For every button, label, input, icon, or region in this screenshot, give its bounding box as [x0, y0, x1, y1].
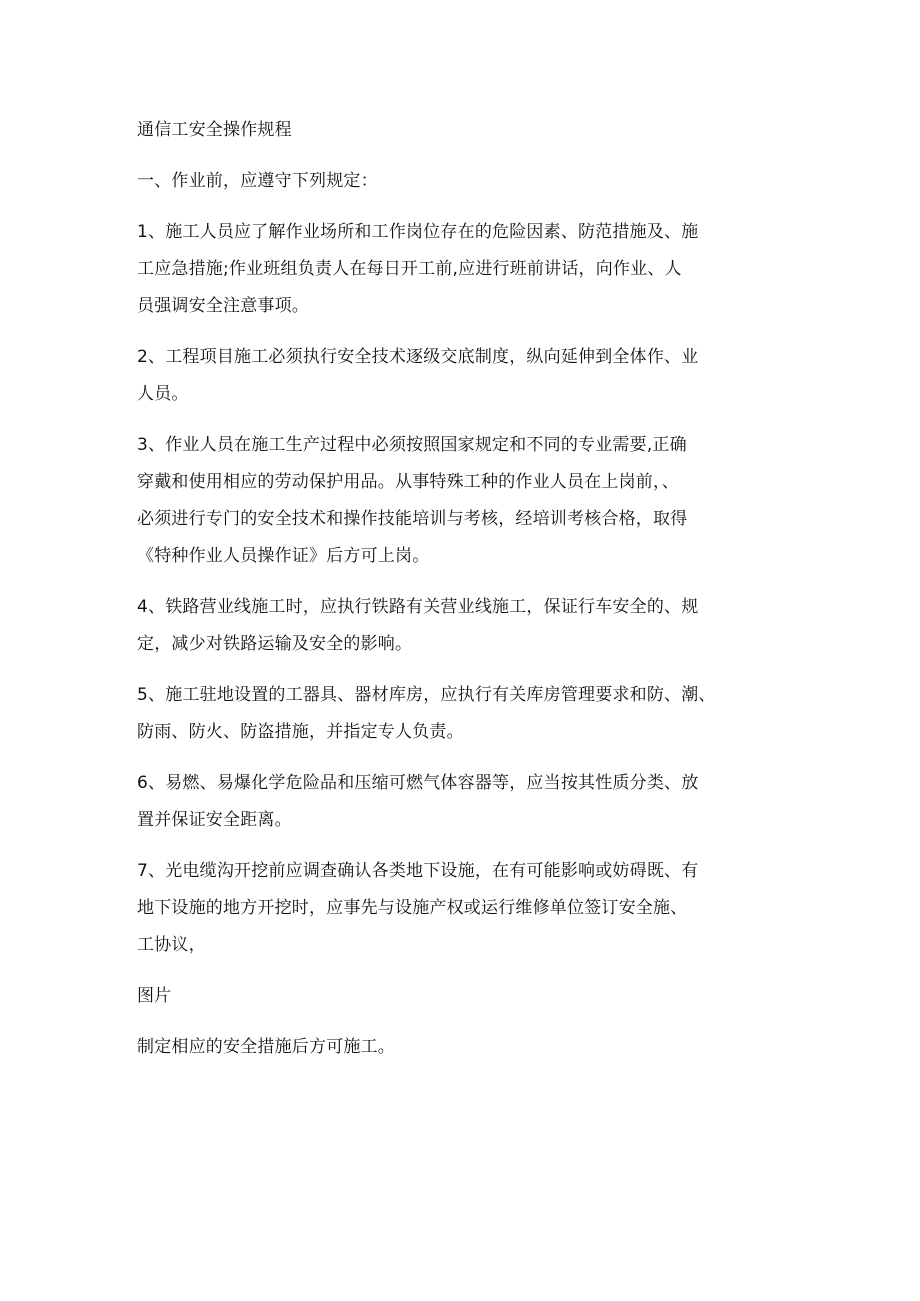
rule-line: 7、光电缆沟开挖前应调查确认各类地下设施，在有可能影响或妨碍既、有: [137, 861, 699, 881]
rule-line: 5、施工驻地设置的工器具、器材库房，应执行有关库房管理要求和防、潮、: [137, 685, 716, 705]
rule-line: 必须进行专门的安全技术和操作技能培训与考核，经培训考核合格，取得: [137, 509, 688, 529]
rule-line: 防雨、防火、防盗措施，并指定专人负责。: [137, 722, 464, 742]
rule-item-3: [137, 427, 787, 575]
rule-line: 《特种作业人员操作证》后方可上岗。: [137, 546, 430, 566]
rule-line: 1、施工人员应了解作业场所和工作岗位存在的危险因素、防范措施及、施: [137, 222, 699, 242]
rule-line: 穿戴和使用相应的劳动保护用品。从事特殊工种的作业人员在上岗前，、: [137, 472, 679, 492]
rule-item-2: [137, 339, 787, 413]
rule-line: 工应急措施;作业班组负责人在每日开工前,应进行班前讲话，向作业、人: [137, 259, 682, 279]
rule-line: 地下设施的地方开挖时，应事先与设施产权或运行维修单位签订安全施、: [137, 898, 688, 918]
rule-line: 定，减少对铁路运输及安全的影响。: [137, 634, 413, 654]
rule-line: 4、铁路营业线施工时，应执行铁路有关营业线施工，保证行车安全的、规: [137, 597, 699, 617]
rule-line: 3、作业人员在施工生产过程中必须按照国家规定和不同的专业需要,正确: [137, 435, 687, 455]
rule-line: 6、易燃、易爆化学危险品和压缩可燃气体容器等，应当按其性质分类、放: [137, 773, 699, 793]
document-body: [137, 112, 787, 1080]
rule-item-4: [137, 589, 787, 663]
rule-line: 工协议，: [137, 935, 206, 955]
rule-item-7: [137, 853, 787, 964]
rule-line: 置并保证安全距离。: [137, 810, 292, 830]
rule-line: 员强调安全注意事项。: [137, 296, 309, 316]
rule-line: 2、工程项目施工必须执行安全技术逐级交底制度，纵向延伸到全体作、业: [137, 347, 699, 367]
rule-line: 人员。: [137, 384, 189, 404]
rule-item-5: [137, 677, 787, 751]
section-heading: 一、作业前，应遵守下列规定：: [137, 171, 378, 191]
rule-item-6: [137, 765, 787, 839]
closing-text: 制定相应的安全措施后方可施工。: [137, 1037, 395, 1057]
image-placeholder-text: 图片: [137, 986, 172, 1006]
rule-item-1: [137, 214, 787, 325]
document-title: 通信工安全操作规程: [137, 120, 292, 140]
